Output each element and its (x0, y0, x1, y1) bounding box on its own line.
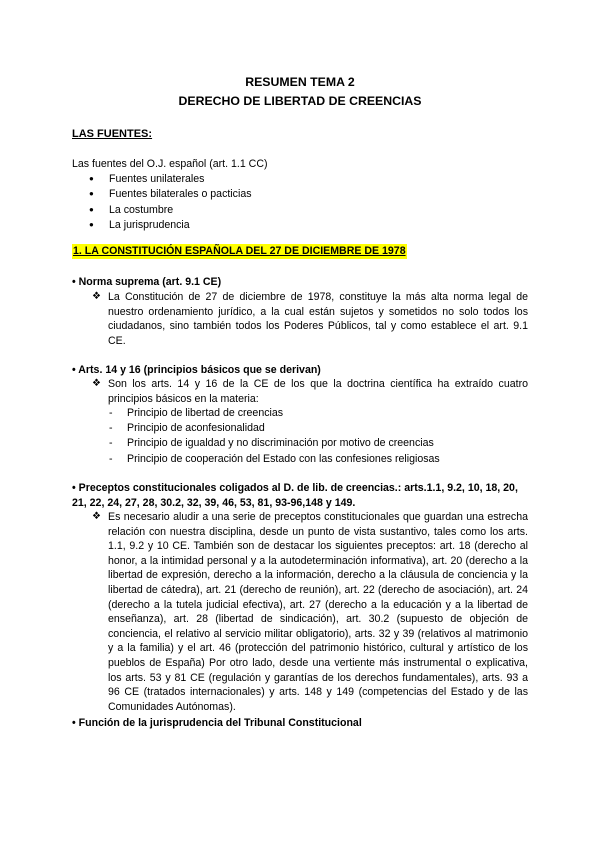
document-title: RESUMEN TEMA 2 (245, 75, 355, 89)
sources-list (72, 172, 252, 233)
section-heading-constitucion: 1. LA CONSTITUCIÓN ESPAÑOLA DEL 27 DE DICIEMBRE DE 1978 (73, 245, 406, 257)
list-item: ● La jurisprudencia (72, 218, 252, 233)
norma-paragraph-block (92, 290, 528, 348)
diamond-bullet-icon: ❖ (92, 378, 101, 389)
preceptos-paragraph: Es necesario aludir a una serie de preceptos constitucionales que guardan una estrecha relación con nuestra disciplina, desde un punto de vista sustantivo, tales como los arts. 1.1, 9.2 y 10 CE. También son de destacar los siguientes preceptos: art. 18 (derecho al honor, a la intimidad personal y a la autodeterminación informativa), art. 20 (derecho a la libertad de expresión, derecho a la información, derecho a la cláusula de conciencia y la libertad de cátedra), art. 21 (derecho de reunión), art. 22 (derecho de asociación), art. 24 (derecho a la tutela judicial efectiva), art. 27 (derecho a la educación y a la libertad de enseñanza), art. 28 (libertad de sindicación), art. 30.2 (supuesto de objeción de conciencia, el relativo al servicio militar obligatorio), arts. 32 y 39 (relativos al matrimonio y a la familia) y el art. 46 (protección del patrimonio histórico, cultural y artístico de los pueblos de España) Por otro lado, desde una vertiente más instrumental o explicativa, los arts. 53 y 81 CE (regulación y garantías de los derechos fundamentales), arts. 93 a 96 CE (tratados internacionales) y arts. 148 y 149 (competencias del Estado y de las Comunidades Autónomas). (108, 511, 528, 713)
sources-intro: Las fuentes del O.J. español (art. 1.1 CC) (72, 158, 268, 170)
list-item: ● Fuentes bilaterales o pacticias (72, 187, 252, 202)
diamond-bullet-icon: ❖ (92, 291, 101, 302)
norma-paragraph: La Constitución de 27 de diciembre de 1978, constituye la más alta norma legal de nuestro ordenamiento jurídico, a la cual están sujetos y sometidos no solo todos los ciudadanos, sino también todos los Poderes Públicos, tal y como establece el art. 9.1 CE. (108, 291, 528, 347)
list-item: - Principio de cooperación del Estado con las confesiones religiosas (72, 452, 440, 467)
subheading-preceptos: • Preceptos constitucionales coligados al D. de lib. de creencias.: arts.1.1, 9.2, 10, 18, 20, 21, 22, 24, 27, 28, 30.2, 32, 39, 46, 53, 81, 93-96,148 y 149. (72, 482, 518, 509)
list-item: ● Fuentes unilaterales (72, 172, 252, 187)
preceptos-paragraph-block (92, 510, 528, 714)
list-item: ● La costumbre (72, 203, 252, 218)
subheading-norma-suprema: • Norma suprema (art. 9.1 CE) (72, 276, 222, 288)
subheading-funcion-jurisprudencia: • Función de la jurisprudencia del Tribunal Constitucional (72, 717, 362, 729)
arts-paragraph-block (92, 377, 528, 406)
diamond-bullet-icon: ❖ (92, 511, 101, 522)
arts-paragraph: Son los arts. 14 y 16 de la CE de los que la doctrina científica ha extraído cuatro principios básicos en la materia: (108, 378, 528, 405)
sources-heading: LAS FUENTES: (72, 128, 153, 140)
document-subtitle: DERECHO DE LIBERTAD DE CREENCIAS (178, 94, 422, 108)
list-item: - Principio de libertad de creencias (72, 406, 440, 421)
list-item: - Principio de igualdad y no discriminación por motivo de creencias (72, 436, 440, 451)
subheading-arts-14-16: • Arts. 14 y 16 (principios básicos que se derivan) (72, 364, 321, 376)
principles-list (72, 406, 440, 467)
list-item: - Principio de aconfesionalidad (72, 421, 440, 436)
